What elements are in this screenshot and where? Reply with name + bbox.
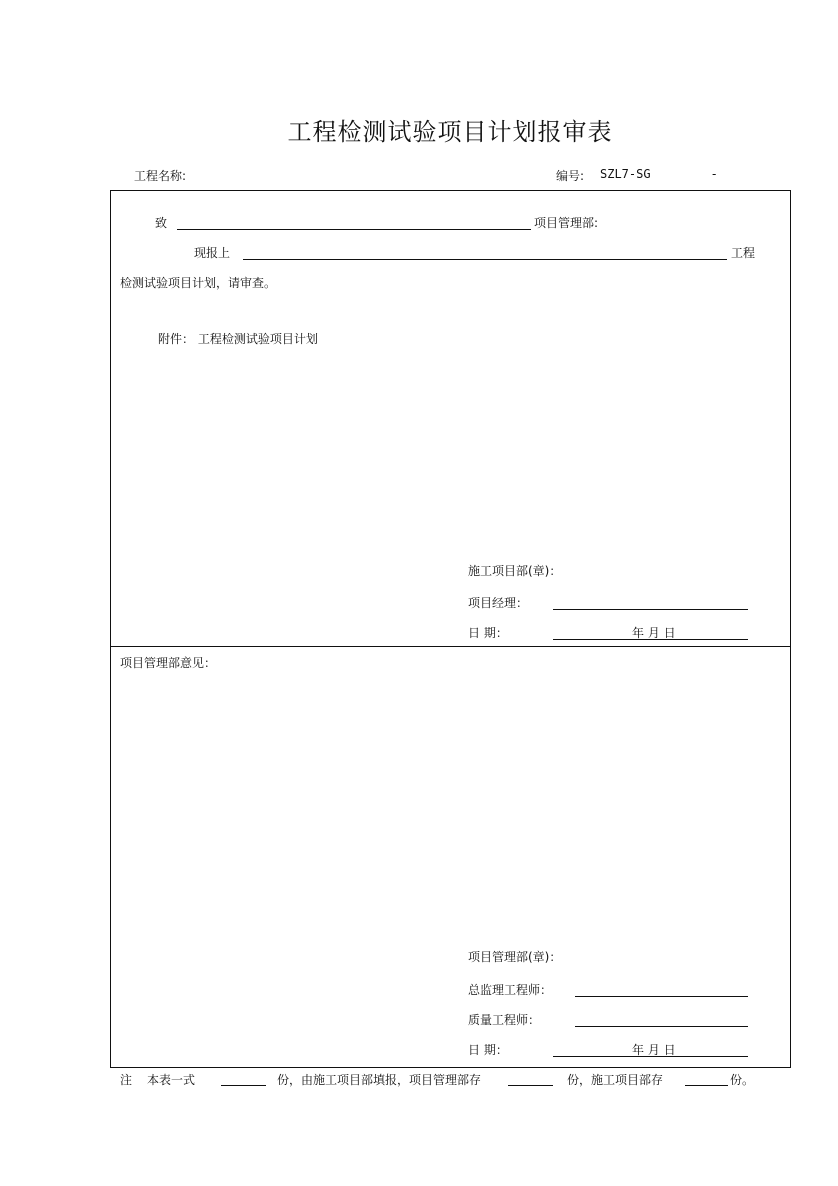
chief-supervisor-label: 总监理工程师： [468,983,553,997]
note-part1: 本表一式 [147,1073,196,1087]
code-suffix: - [712,167,717,181]
code-value: SZL7-SG [600,167,651,181]
chief-supervisor-blank-line[interactable] [575,996,748,997]
report-suffix: 工程 [731,246,756,260]
section-divider [110,646,791,647]
report-line2: 检测试验项目计划，请审查。 [120,276,277,290]
attachment-text: 附件： 工程检测试验项目计划 [158,332,318,346]
note-part2: 份，由施工项目部填报，项目管理部存 [277,1073,482,1087]
page-title: 工程检测试验项目计划报审表 [287,118,613,146]
project-name-label: 工程名称: [134,169,187,183]
copies-construction-blank[interactable] [685,1085,728,1086]
project-manager-label: 项目经理： [468,596,529,610]
date-ymd-1: 年 月 日 [632,626,676,640]
opinion-label: 项目管理部意见： [120,656,217,670]
project-manager-blank-line[interactable] [553,609,748,610]
date-ymd-2: 年 月 日 [632,1043,676,1057]
report-blank-line[interactable] [243,259,727,260]
date-blank-line-1[interactable] [553,639,748,640]
report-prefix: 现报上 [194,246,231,260]
to-blank-line[interactable] [177,229,531,230]
to-label: 致 [155,216,168,230]
date-label-2: 日 期： [468,1043,508,1057]
form-border [110,190,791,1068]
note-label: 注 [120,1073,133,1087]
quality-engineer-label: 质量工程师： [468,1013,541,1027]
date-blank-line-2[interactable] [553,1056,748,1057]
date-label-1: 日 期： [468,626,508,640]
copies-total-blank[interactable] [221,1085,266,1086]
pm-dept-label: 项目管理部: [534,216,599,230]
copies-pm-blank[interactable] [508,1085,553,1086]
construction-dept-seal-label: 施工项目部(章)： [468,564,562,578]
note-part4: 份。 [730,1073,755,1087]
note-part3: 份，施工项目部存 [567,1073,664,1087]
pm-dept-seal-label: 项目管理部(章)： [468,950,562,964]
code-label: 编号: [556,169,585,183]
quality-engineer-blank-line[interactable] [575,1026,748,1027]
